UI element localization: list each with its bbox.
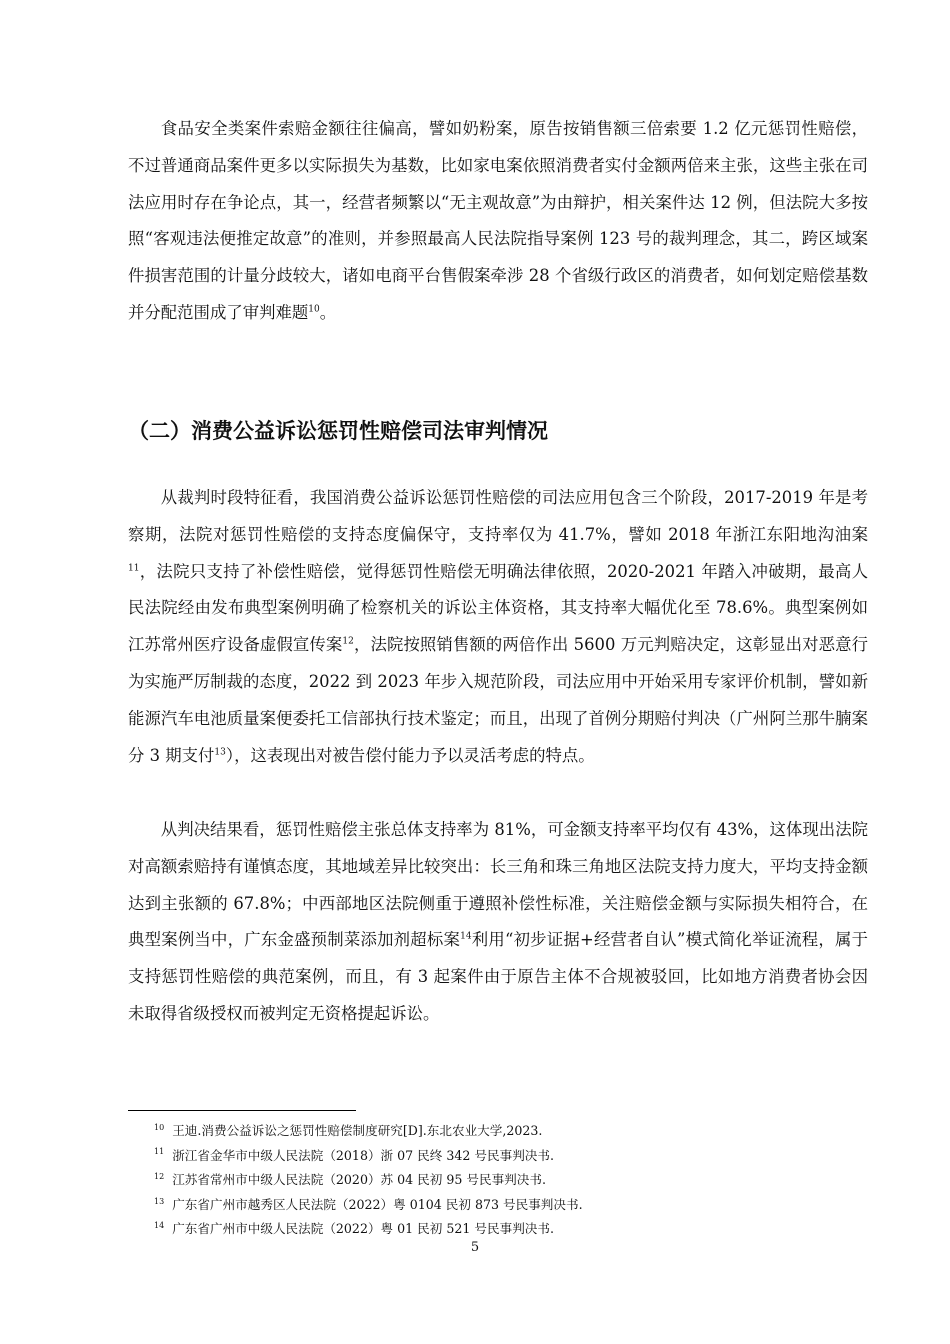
section-heading: （二）消费公益诉讼惩罚性赔偿司法审判情况: [128, 419, 548, 443]
body-paragraph-1: [128, 111, 868, 332]
footnote-ref-13[interactable]: 13: [214, 747, 226, 758]
footnote-text: 广东省广州市越秀区人民法院（2022）粤 0104 民初 873 号民事判决书.: [172, 1196, 583, 1212]
body-paragraph-2: [128, 480, 868, 774]
footnote-text: 浙江省金华市中级人民法院（2018）浙 07 民终 342 号民事判决书.: [172, 1147, 554, 1163]
paragraph-text: 从裁判时段特征看，我国消费公益诉讼惩罚性赔偿的司法应用包含三个阶段，2017-2019 年是考察期，法院对惩罚性赔偿的支持态度偏保守，支持率仅为 41.7%，譬如 2018 年浙江东阳地沟油案: [128, 488, 869, 544]
footnote-text: 王迪.消费公益诉讼之惩罚性赔偿制度研究[D].东北农业大学,2023.: [172, 1123, 543, 1138]
footnote-ref-14[interactable]: 14: [460, 931, 472, 942]
footnote-text: 广东省广州市中级人民法院（2022）粤 01 民初 521 号民事判决书.: [172, 1221, 554, 1237]
footnote-item: [154, 1119, 854, 1144]
footnote-list: [154, 1119, 854, 1242]
footnote-separator: [128, 1110, 356, 1111]
footnote-ref-10[interactable]: 10: [308, 304, 320, 315]
page-number: 5: [470, 1240, 480, 1255]
paragraph-text: ，法院按照销售额的两倍作出 5600 万元判赔决定，这彰显出对恶意行为实施严厉制裁的态度，2022 到 2023 年步入规范阶段，司法应用中开始采用专家评价机制，譬如新能源汽车电池质量案便委托工信部执行技术鉴定；而且，出现了首例分期赔付判决（广州阿兰那牛腩案分 3 期支付: [128, 635, 868, 765]
footnote-number: 13: [154, 1196, 165, 1206]
body-paragraph-3: [128, 812, 868, 1033]
footnote-item: [154, 1193, 854, 1218]
footnote-item: [154, 1144, 854, 1169]
footnote-text: 江苏省常州市中级人民法院（2020）苏 04 民初 95 号民事判决书.: [172, 1172, 546, 1188]
footnote-number: 11: [154, 1147, 165, 1157]
footnote-item: [154, 1217, 854, 1242]
paragraph-text: 食品安全类案件索赔金额往往偏高，譬如奶粉案，原告按销售额三倍索要 1.2 亿元惩罚性赔偿，不过普通商品案件更多以实际损失为基数，比如家电案依照消费者实付金额两倍来主张，这些主张在司法应用时存在争论点，其一，经营者频繁以“无主观故意”为由辩护，相关案件达 12 例，但法院大多按照“客观违法便推定故意”的准则，并参照最高人民法院指导案例 123 号的裁判理念，其二，跨区域案件损害范围的计量分歧较大，诸如电商平台售假案牵涉 28 个省级行政区的消费者，如何划定赔偿基数并分配范围成了审判难题: [128, 119, 868, 322]
paragraph-text: ，法院只支持了补偿性赔偿，觉得惩罚性赔偿无明确法律依照，2020-2021 年踏入冲破期，最高人民法院经由发布典型案例明确了检察机关的诉讼主体资格，其支持率大幅优化至 78.6%。典型案例如江苏常州医疗设备虚假宣传案: [128, 561, 868, 655]
footnote-ref-12[interactable]: 12: [342, 636, 354, 647]
footnote-number: 10: [154, 1122, 165, 1132]
footnote-item: [154, 1168, 854, 1193]
paragraph-text: 。: [319, 302, 337, 322]
paragraph-text: 从判决结果看，惩罚性赔偿主张总体支持率为 81%，可金额支持率平均仅有 43%，这体现出法院对高额索赔持有谨慎态度，其地域差异比较突出：长三角和珠三角地区法院支持力度大，平均支持金额达到主张额的 67.8%；中西部地区法院侧重于遵照补偿性标准，关注赔偿金额与实际损失相符合，在典型案例当中，广东金盛预制菜添加剂超标案: [128, 820, 868, 950]
footnote-number: 14: [154, 1221, 165, 1231]
paragraph-text: ），这表现出对被告偿付能力予以灵活考虑的特点。: [225, 745, 595, 765]
footnote-ref-11[interactable]: 11: [128, 563, 140, 574]
paragraph-text: 利用“初步证据+经营者自认”模式简化举证流程，属于支持惩罚性赔偿的典范案例，而且，有 3 起案件由于原告主体不合规被驳回，比如地方消费者协会因未取得省级授权而被判定无资格提起诉讼。: [128, 930, 869, 1023]
footnote-number: 12: [154, 1172, 165, 1181]
